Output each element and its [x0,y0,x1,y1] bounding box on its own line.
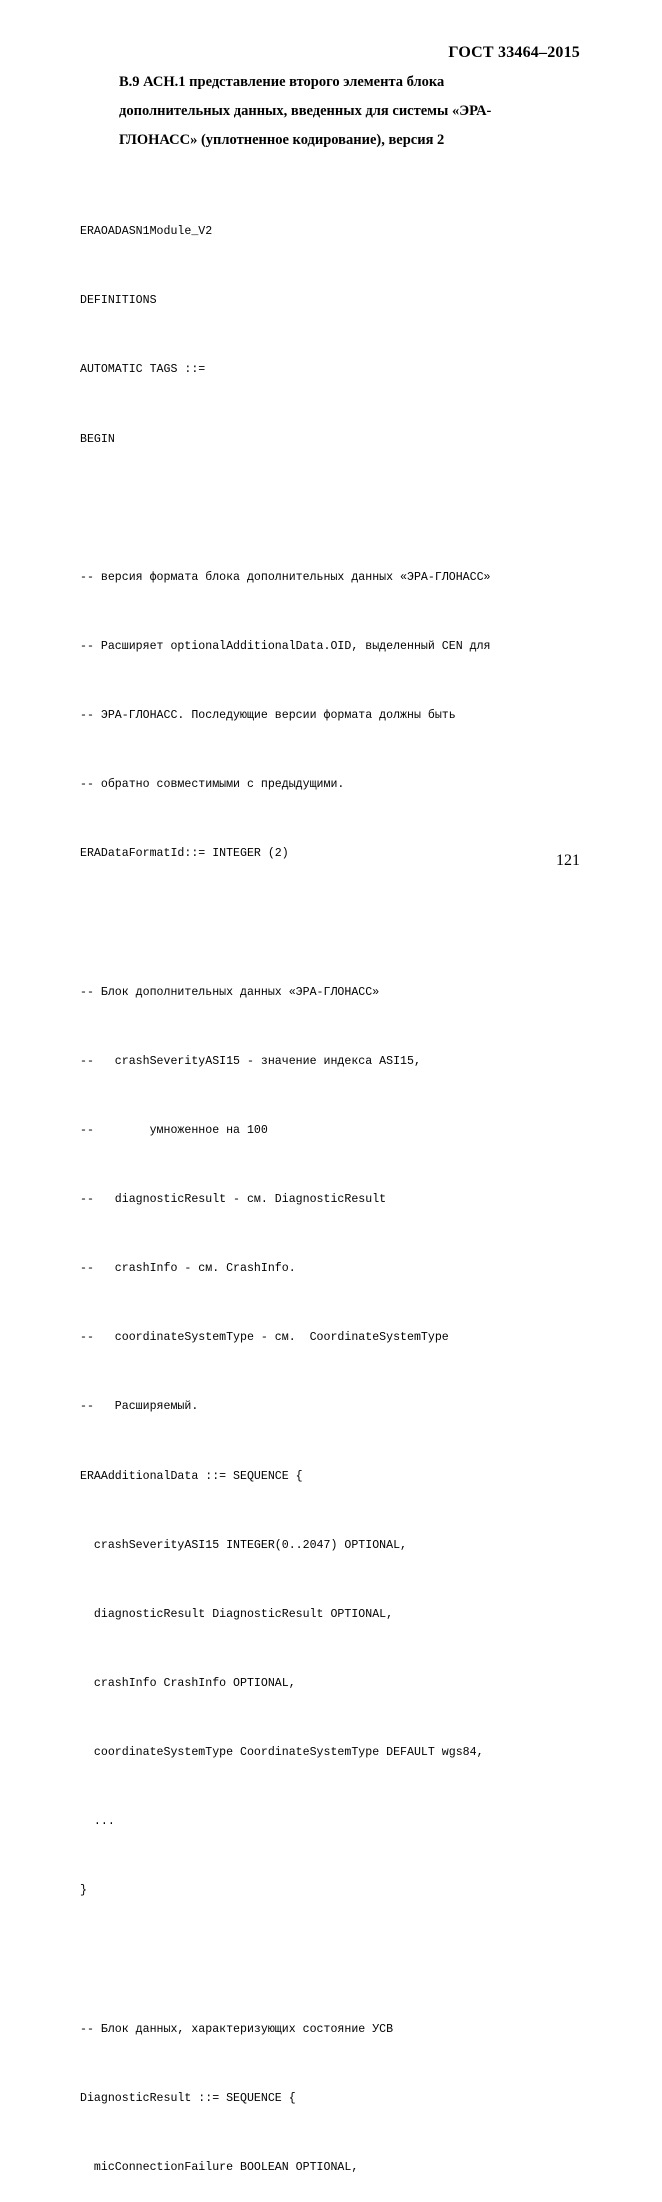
code-line: -- Блок данных, характеризующих состояние УСВ [80,2022,394,2036]
code-line: crashSeverityASI15 INTEGER(0..2047) OPTIONAL, [80,1538,407,1552]
code-line: ... [80,1815,115,1829]
code-line: -- Расширяет optionalAdditionalData.OID, выделенный CEN для [80,639,491,653]
code-line: -- умноженное на 100 [80,1123,268,1137]
page-number: 121 [556,852,580,869]
code-line: AUTOMATIC TAGS ::= [80,363,206,377]
code-line: -- Блок дополнительных данных «ЭРА-ГЛОНАСС» [80,985,380,999]
code-line: coordinateSystemType CoordinateSystemType DEFAULT wgs84, [80,1746,484,1760]
code-line: -- crashSeverityASI15 - значение индекса ASI15, [80,1054,421,1068]
code-line: diagnosticResult DiagnosticResult OPTIONAL, [80,1607,394,1621]
code-line: -- Расширяемый. [80,1400,199,1414]
code-line: -- ЭРА-ГЛОНАСС. Последующие версии формата должны быть [80,709,456,723]
code-line: ERAOADASN1Module_V2 [80,225,213,239]
code-line: crashInfo CrashInfo OPTIONAL, [80,1677,296,1691]
code-line: -- coordinateSystemType - см. CoordinateSystemType [80,1331,449,1345]
code-line: -- crashInfo - см. CrashInfo. [80,1262,296,1276]
code-line: DEFINITIONS [80,294,157,308]
code-line: ERAAdditionalData ::= SEQUENCE { [80,1469,303,1483]
code-line [80,1949,491,1972]
asn1-code-listing [80,174,491,2202]
code-line: DiagnosticResult ::= SEQUENCE { [80,2091,296,2105]
code-line: } [80,1884,87,1898]
standard-header: ГОСТ 33464–2015 [448,44,580,61]
code-line [80,912,491,935]
code-line: -- версия формата блока дополнительных данных «ЭРА-ГЛОНАСС» [80,570,491,584]
code-line: BEGIN [80,432,115,446]
code-line: -- diagnosticResult - см. DiagnosticResult [80,1193,387,1207]
code-line: -- обратно совместимыми с предыдущими. [80,778,345,792]
code-line: ERADataFormatId::= INTEGER (2) [80,847,289,861]
section-title-line: ГЛОНАСС» (уплотненное кодирование), версия 2 [119,132,445,148]
section-title-line: B.9 АСН.1 представление второго элемента блока [119,74,445,90]
code-line: micConnectionFailure BOOLEAN OPTIONAL, [80,2161,359,2175]
code-line [80,497,491,520]
section-title [119,68,559,155]
section-title-line: дополнительных данных, введенных для системы «ЭРА- [119,103,492,119]
